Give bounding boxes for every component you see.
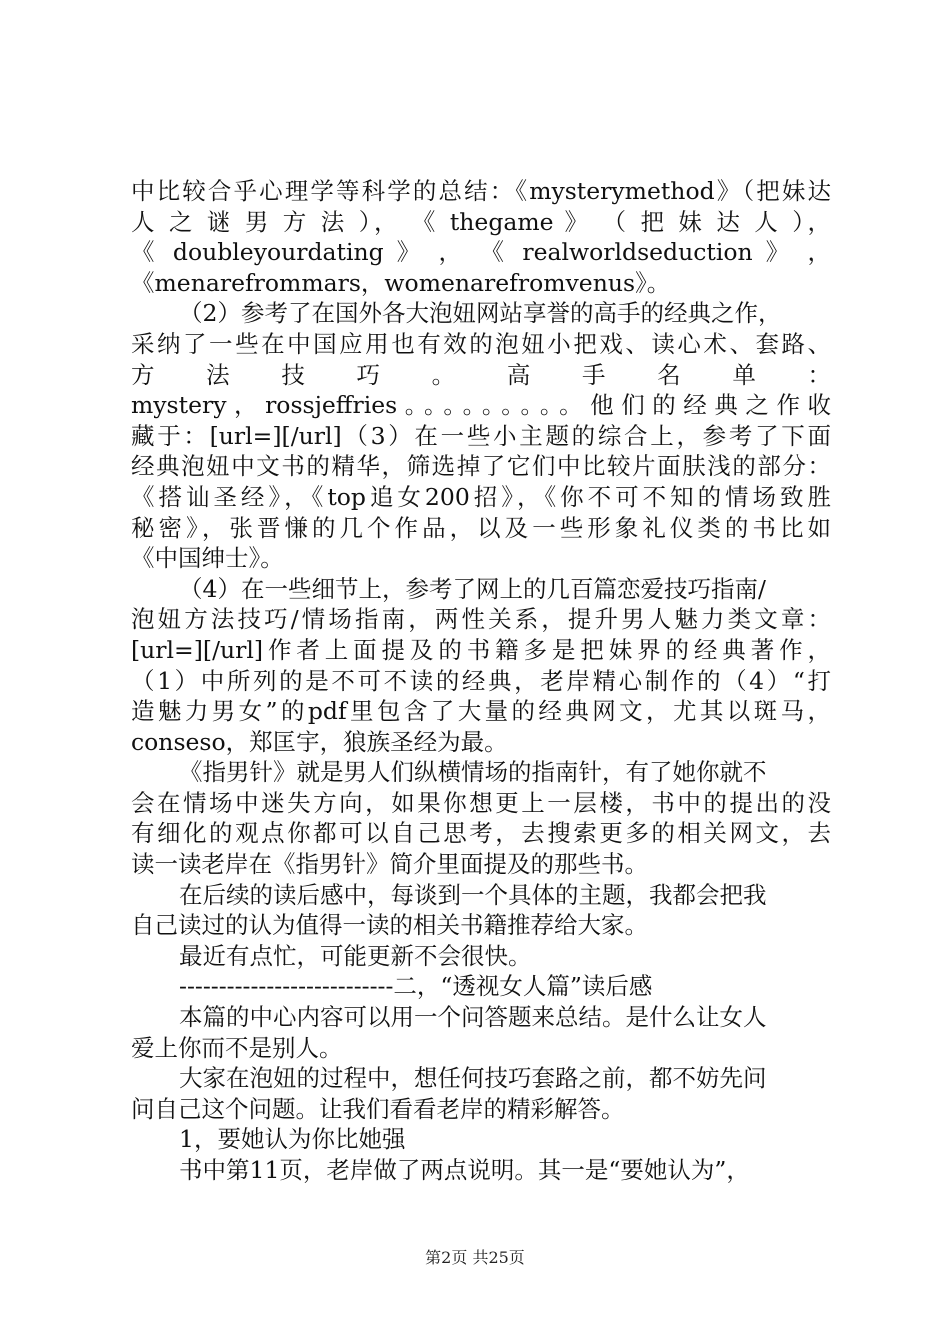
text-line: 《 doubleyourdating 》 ， 《 realworldseduction 》 ， (131, 238, 831, 267)
page-footer (0, 1245, 950, 1268)
text-line: 泡妞方法技巧/情场指南，两性关系，提升男人魅力类文章： (131, 605, 831, 634)
text-line: 1，要她认为你比她强 (179, 1125, 406, 1154)
text-line: （1）中所列的是不可不读的经典，老岸精心制作的（4）“打 (131, 666, 831, 695)
text-line: 在后续的读后感中，每谈到一个具体的主题，我都会把我 (179, 880, 767, 909)
text-line: ---------------------------二，“透视女人篇”读后感 (179, 972, 653, 1001)
text-line: 最近有点忙，可能更新不会很快。 (179, 941, 532, 970)
page-number: 第2页 共25页 (425, 1248, 525, 1267)
text-line: 问自己这个问题。让我们看看老岸的精彩解答。 (131, 1094, 625, 1123)
text-line: 书中第11页，老岸做了两点说明。其一是“要她认为”， (179, 1156, 750, 1184)
text-line: 造魅力男女”的pdf里包含了大量的经典网文，尤其以斑马， (131, 697, 831, 726)
text-line: 有细化的观点你都可以自己思考，去搜索更多的相关网文，去 (131, 819, 831, 848)
text-line: （2）参考了在国外各大泡妞网站享誉的高手的经典之作， (179, 299, 782, 328)
document-body (131, 176, 831, 1186)
text-line: 本篇的中心内容可以用一个问答题来总结。是什么让女人 (179, 1003, 767, 1032)
text-line: 人 之 谜 男 方 法 ）， 《 thegame 》 （ 把 妹 达 人 ）， (131, 207, 831, 236)
text-line: 会在情场中迷失方向，如果你想更上一层楼，书中的提出的没 (131, 788, 831, 817)
text-line: 《中国绅士》。 (131, 544, 284, 573)
text-line: 自己读过的认为值得一读的相关书籍推荐给大家。 (131, 911, 648, 940)
text-line: 采纳了一些在中国应用也有效的泡妞小把戏、读心术、套路、 (131, 329, 831, 358)
text-line: 秘密》，张晋慊的几个作品，以及一些形象礼仪类的书比如 (131, 513, 831, 542)
text-line: [url=][/url]作者上面提及的书籍多是把妹界的经典著作， (131, 635, 831, 664)
text-line: 藏于：[url=][/url]（3）在一些小主题的综合上，参考了下面 (131, 421, 831, 450)
text-line: 中比较合乎心理学等科学的总结：《mysterymethod》（把妹达 (131, 177, 831, 205)
text-line: 方 法 技 巧 。 高 手 名 单 ： (131, 360, 831, 389)
text-line: 经典泡妞中文书的精华，筛选掉了它们中比较片面肤浅的部分： (131, 452, 831, 481)
text-line: 大家在泡妞的过程中，想任何技巧套路之前，都不妨先问 (179, 1064, 767, 1093)
text-line: conseso，郑匡宇，狼族圣经为最。 (131, 727, 508, 756)
text-line: 《搭讪圣经》，《top追女200招》，《你不可不知的情场致胜 (131, 482, 831, 511)
text-line: mystery，rossjeffries。。。。。。。。。他们的经典之作收 (131, 391, 831, 420)
text-line: 《指男针》就是男人们纵横情场的指南针，有了她你就不 (179, 758, 767, 787)
text-line: （4）在一些细节上，参考了网上的几百篇恋爱技巧指南/ (179, 574, 766, 603)
text-line: 读一读老岸在《指男针》简介里面提及的那些书。 (131, 850, 648, 879)
text-line: 《menarefrommars，womenarefromvenus》。 (131, 268, 671, 297)
text-line: 爱上你而不是别人。 (131, 1033, 343, 1062)
